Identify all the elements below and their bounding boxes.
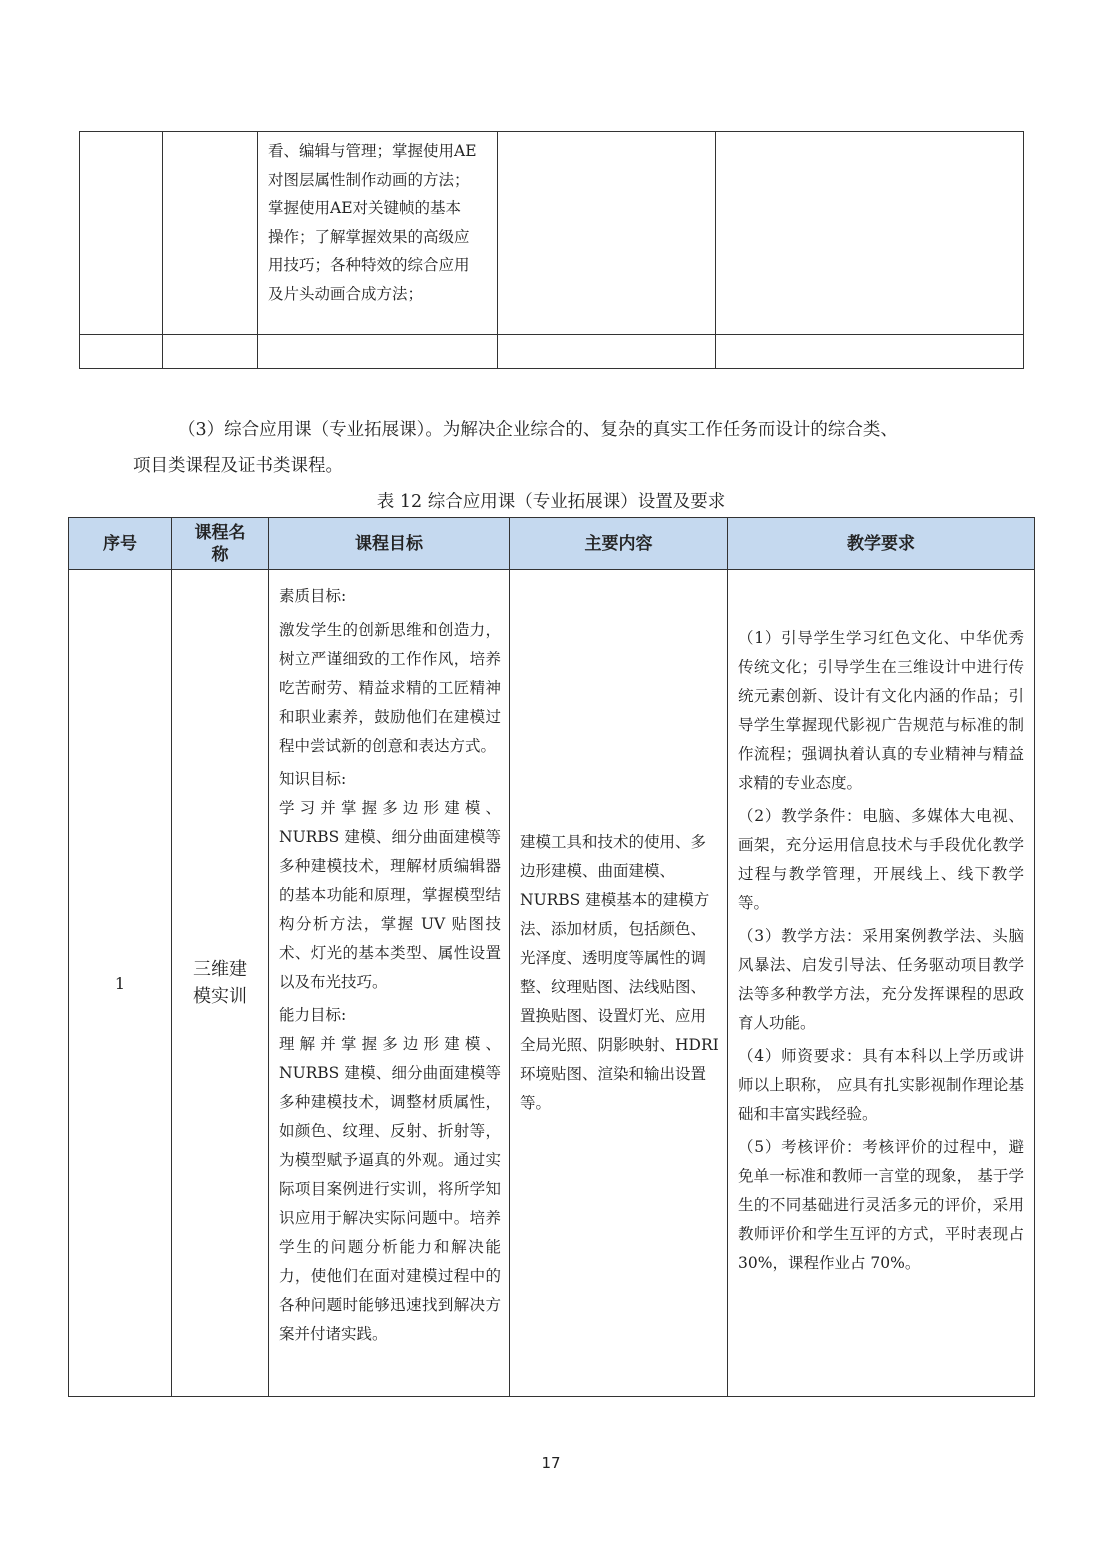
section-paragraph-continuation: 项目类课程及证书类课程。	[133, 456, 343, 476]
quality-goal-text: 激发学生的创新思维和创造力，树立严谨细致的工作作风，培养吃苦耐劳、精益求精的工匠精神和职业素养，鼓励他们在建模过程中尝试新的创意和表达方式。	[279, 621, 501, 755]
table-cell	[498, 335, 716, 369]
row-main-content: 建模工具和技术的使用、多边形建模、曲面建模、NURBS 建模基本的建模方法、添加材质，包括颜色、光泽度、透明度等属性的调整、纹理贴图、法线贴图、置换贴图、设置灯光、应用全局光照、阴影映射、HDRI 环境贴图、渲染和输出设置等。	[510, 570, 728, 1397]
row-course-goals	[269, 570, 510, 1397]
table-cell	[80, 132, 163, 335]
comprehensive-course-table	[68, 517, 1035, 1397]
table-cell	[258, 335, 498, 369]
header-course-name: 课程名称	[172, 518, 269, 570]
table-cell	[80, 335, 163, 369]
table-cell	[163, 335, 258, 369]
row-seq: 1	[69, 570, 172, 1397]
table-row	[80, 335, 1024, 369]
ability-goal-text: 理解并掌握多边形建模、NURBS 建模、细分曲面建模等多种建模技术，调整材质属性，如颜色、纹理、反射、折射等，为模型赋予逼真的外观。通过实际项目案例进行实训，将所学知识应用于解决实际问题中。培养学生的问题分析能力和解决能力，使他们在面对建模过程中的各种问题时能够迅速找到解决方案并付诸实践。	[279, 1035, 501, 1343]
requirement-item: （4）师资要求：具有本科以上学历或讲师以上职称， 应具有扎实影视制作理论基础和丰富实践经验。	[738, 1047, 1024, 1123]
header-course-goals: 课程目标	[269, 518, 510, 570]
page-number: 17	[541, 1454, 561, 1472]
continued-course-table	[79, 131, 1024, 369]
knowledge-goal-text: 学习并掌握多边形建模、NURBS 建模、细分曲面建模等多种建模技术，理解材质编辑器的基本功能和原理，掌握模型结构分析方法，掌握 UV 贴图技术、灯光的基本类型、属性设置以及布光技巧。	[279, 799, 501, 991]
row-teaching-requirements	[728, 570, 1035, 1397]
header-teaching-requirements: 教学要求	[728, 518, 1035, 570]
table-row	[80, 132, 1024, 335]
section-paragraph: （3）综合应用课（专业拓展课）。为解决企业综合的、复杂的真实工作任务而设计的综合类、	[178, 420, 898, 440]
knowledge-goal-title: 知识目标:	[279, 770, 347, 788]
table-header-row	[69, 518, 1035, 570]
table-cell	[716, 335, 1024, 369]
quality-goal-title: 素质目标:	[279, 587, 347, 605]
ability-goal-title: 能力目标:	[279, 1006, 347, 1024]
row-course-name: 三维建模实训	[172, 570, 269, 1397]
table-cell	[498, 132, 716, 335]
header-main-content: 主要内容	[510, 518, 728, 570]
requirement-item: （5）考核评价：考核评价的过程中，避免单一标准和教师一言堂的现象， 基于学生的不同基础进行灵活多元的评价，采用教师评价和学生互评的方式，平时表现占 30%，课程作业占 70%。	[738, 1138, 1024, 1272]
requirement-item: （1）引导学生学习红色文化、中华优秀传统文化；引导学生在三维设计中进行传统元素创新、设计有文化内涵的作品；引导学生掌握现代影视广告规范与标准的制作流程；强调执着认真的专业精神与精益求精的专业态度。	[738, 629, 1024, 792]
header-seq: 序号	[69, 518, 172, 570]
table-cell	[258, 132, 498, 335]
table-cell	[163, 132, 258, 335]
requirement-item: （3）教学方法：采用案例教学法、头脑风暴法、启发引导法、任务驱动项目教学法等多种教学方法，充分发挥课程的思政育人功能。	[738, 927, 1024, 1032]
table-cell	[716, 132, 1024, 335]
table-caption: 表 12 综合应用课（专业拓展课）设置及要求	[376, 492, 726, 512]
requirement-item: （2）教学条件：电脑、多媒体大电视、画架，充分运用信息技术与手段优化教学过程与教学管理，开展线上、线下教学等。	[738, 807, 1024, 912]
table-row	[69, 570, 1035, 1397]
course-goal-text: 看、编辑与管理；掌握使用AE 对图层属性制作动画的方法； 掌握使用AE对关键帧的基本 操作；了解掌握效果的高级应 用技巧；各种特效的综合应用 及片头动画合成方法；	[268, 142, 477, 303]
